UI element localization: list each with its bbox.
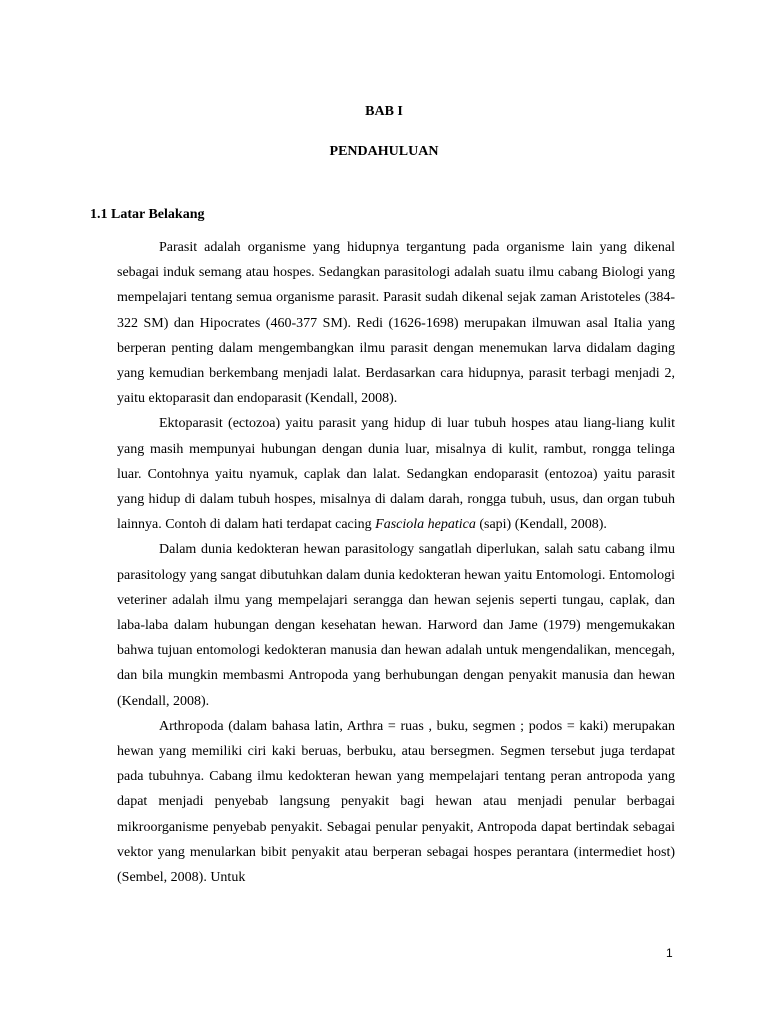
paragraph-1: Parasit adalah organisme yang hidupnya tergantung pada organisme lain yang dikenal sebagai induk semang atau hospes. Sedangkan parasitologi adalah suatu ilmu cabang Biologi yang mempelajari tentang semua organisme parasit. Parasit sudah dikenal sejak zaman Aristoteles (384-322 SM) dan Hipocrates (460-377 SM). Redi (1626-1698) merupakan ilmuwan asal Italia yang berperan penting dalam mengembangkan ilmu parasit dengan menemukan larva didalam daging yang kemudian berkembang menjadi lalat. Berdasarkan cara hidupnya, parasit terbagi menjadi 2, yaitu ektoparasit dan endoparasit (Kendall, 2008). (117, 240, 675, 407)
paragraph-3: Dalam dunia kedokteran hewan parasitology sangatlah diperlukan, salah satu cabang ilmu parasitology yang sangat dibutuhkan dalam dunia kedokteran hewan yaitu Entomologi. Entomologi veteriner adalah ilmu yang mempelajari serangga dan hewan sejenis seperti tungau, caplak, dan laba-laba dalam hubungan dengan kesehatan hewan. Harword dan Jame (1979) mengemukakan bahwa tujuan entomologi kedokteran manusia dan hewan adalah untuk mengendalikan, mencegah, dan bila mungkin membasmi Antropoda yang berhubungan dengan penyakit manusia dan hewan (Kendall, 2008). (117, 542, 675, 709)
paragraph-2-text: Ektoparasit (ectozoa) yaitu parasit yang hidup di luar tubuh hospes atau liang-liang kulit yang masih mempunyai hubungan dengan dunia luar, misalnya di kulit, rambut, rongga telinga luar. Contohnya yaitu nyamuk, caplak dan lalat. Sedangkan endoparasit (entozoa) yaitu parasit yang hidup di dalam tubuh hospes, misalnya di dalam darah, rongga tubuh, usus, dan organ tubuh lainnya. Contoh di dalam hati terdapat cacing (117, 416, 675, 533)
paragraph-2 (117, 411, 675, 537)
paragraph-2-citation: (sapi) (Kendall, 2008). (475, 517, 607, 533)
body-text (117, 235, 675, 890)
species-name: Fasciola hepatica (375, 517, 476, 533)
page-number: 1 (666, 946, 673, 960)
chapter-number: BAB I (365, 104, 403, 119)
chapter-title: PENDAHULUAN (329, 144, 439, 159)
section-heading: 1.1 Latar Belakang (90, 207, 205, 222)
paragraph-4: Arthropoda (dalam bahasa latin, Arthra = ruas , buku, segmen ; podos = kaki) merupakan hewan yang memiliki ciri kaki beruas, berbuku, atau bersegmen. Segmen tersebut juga terdapat pada tubuhnya. Cabang ilmu kedokteran hewan yang mempelajari tentang peran antropoda yang dapat menjadi penyebab langsung penyakit bagi hewan atau menjadi penular berbagai mikroorganisme penyebab penyakit. Sebagai penular penyakit, Antropoda dapat bertindak sebagai vektor yang menularkan bibit penyakit atau berperan sebagai hospes perantara (intermediet host) (Sembel, 2008). Untuk (117, 718, 675, 886)
